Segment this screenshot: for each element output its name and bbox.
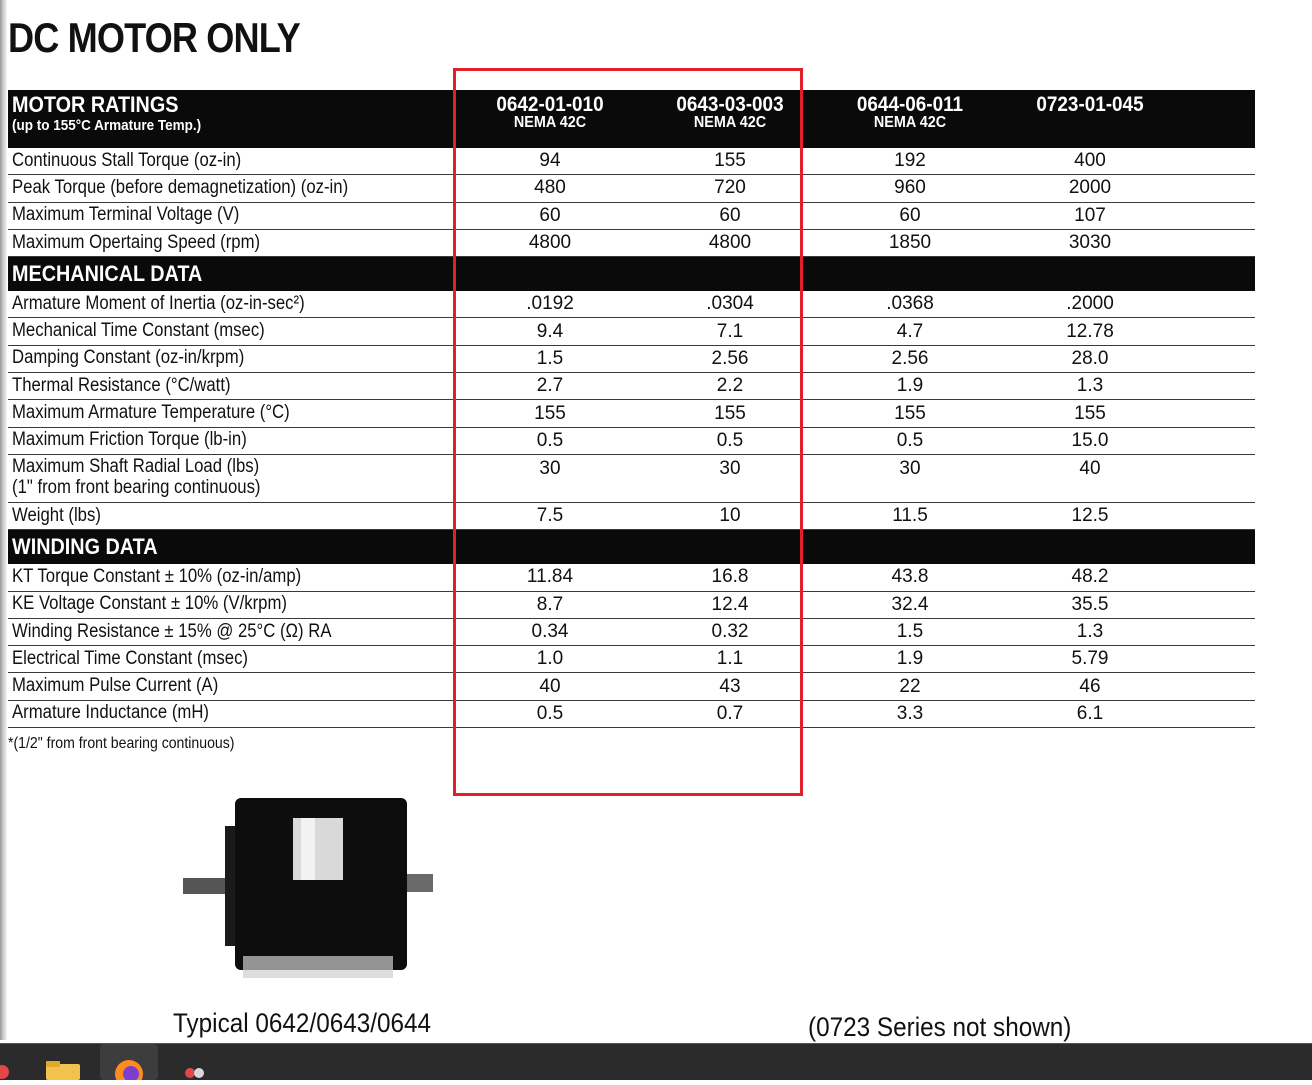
value-cell: 192: [894, 150, 926, 172]
value-cell: 1.3: [1076, 621, 1104, 642]
model-column-header: [1000, 94, 1180, 148]
winding-title: WINDING DATA: [12, 534, 158, 560]
value-cell: 48.2: [1071, 566, 1109, 588]
value-cell: 5.79: [1071, 648, 1109, 670]
value-cell: 30: [539, 457, 561, 479]
row-label: [8, 348, 460, 369]
value-cell: 1.0: [536, 648, 564, 670]
model-number: 0643-03-003: [676, 93, 784, 116]
value-cell: 1.1: [716, 648, 744, 670]
row-label: [8, 205, 460, 226]
value-cell: 9.4: [536, 320, 564, 342]
value-cell: 2000: [1068, 177, 1112, 199]
value-cell: 0.5: [536, 702, 564, 724]
value-cell: 2.56: [891, 347, 929, 369]
motor-photo: [183, 796, 433, 986]
highlight-box: [453, 68, 803, 796]
value-cell: 35.5: [1071, 593, 1109, 615]
row-label: [8, 233, 460, 254]
row-label: [8, 403, 460, 424]
page-scan-edge: [0, 0, 7, 1040]
nema-size: NEMA 42C: [513, 114, 587, 131]
row-label-text: Maximum Pulse Current (A): [12, 675, 219, 697]
value-cell: 400: [1074, 150, 1106, 172]
value-cell: .0368: [886, 293, 934, 315]
row-label-text: Electrical Time Constant (msec): [12, 647, 249, 669]
row-label-text: Maximum Friction Torque (lb-in): [12, 429, 247, 451]
value-cell: 155: [714, 150, 746, 172]
row-label: [8, 567, 460, 588]
value-cell: .2000: [1066, 293, 1114, 315]
model-column-header: [820, 94, 1000, 148]
row-label-text: Maximum Opertaing Speed (rpm): [12, 231, 261, 253]
model-number: 0723-01-045: [1036, 93, 1144, 116]
row-label: [8, 594, 460, 615]
row-label: [8, 649, 460, 670]
value-cell: 16.8: [711, 566, 749, 588]
row-label: [8, 622, 460, 643]
row-label-text: Weight (lbs): [12, 504, 101, 526]
value-cell: 960: [894, 177, 926, 199]
value-cell: .0192: [526, 293, 574, 315]
value-cell: 4800: [708, 232, 752, 254]
mechanical-title: MECHANICAL DATA: [12, 261, 203, 287]
value-cell: 155: [1074, 402, 1106, 424]
value-cell: 1.5: [536, 347, 564, 369]
ratings-header-label: [8, 94, 460, 148]
value-cell: 30: [899, 457, 921, 479]
value-cell: 7.1: [716, 320, 744, 342]
row-label-text: Maximum Terminal Voltage (V): [12, 204, 240, 226]
value-cell: 155: [714, 402, 746, 424]
value-cell: 22: [899, 675, 921, 697]
row-label: [8, 676, 460, 697]
value-cell: 11.5: [892, 505, 928, 527]
value-cell: 12.78: [1066, 320, 1114, 342]
value-cell: 94: [539, 150, 561, 172]
value-cell: 3.3: [896, 702, 924, 724]
ratings-subtitle: (up to 155°C Armature Temp.): [12, 117, 202, 134]
value-cell: 40: [539, 675, 561, 697]
row-label: [8, 457, 460, 499]
taskbar: [0, 1043, 1312, 1080]
value-cell: 46: [1079, 675, 1101, 697]
row-label: [8, 703, 460, 724]
value-cell: 15.0: [1071, 429, 1109, 451]
value-cell: 2.2: [716, 375, 744, 397]
value-cell: 1850: [888, 232, 932, 254]
value-cell: 155: [894, 402, 926, 424]
row-label: [8, 376, 460, 397]
value-cell: 10: [719, 505, 741, 527]
value-cell: 32.4: [891, 593, 929, 615]
value-cell: 43.8: [891, 566, 929, 588]
nema-size: NEMA 42C: [693, 114, 767, 131]
row-label-text: Maximum Shaft Radial Load (lbs): [12, 455, 260, 477]
value-cell: 480: [534, 177, 566, 199]
row-label-text: Winding Resistance ± 15% @ 25°C (Ω) RA: [12, 620, 332, 642]
row-label-text: KE Voltage Constant ± 10% (V/krpm): [12, 593, 287, 615]
row-label-text: Mechanical Time Constant (msec): [12, 320, 265, 342]
value-cell: 720: [714, 177, 746, 199]
value-cell: 2.7: [536, 375, 564, 397]
value-cell: 0.5: [716, 429, 744, 451]
row-label-text: Damping Constant (oz-in/krpm): [12, 347, 245, 369]
row-label-text-2: (1" from front bearing continuous): [12, 476, 261, 498]
ratings-title: MOTOR RATINGS: [12, 92, 179, 117]
value-cell: 30: [719, 457, 741, 479]
row-label-text: Peak Torque (before demagnetization) (oz-in): [12, 177, 349, 198]
value-cell: 60: [899, 204, 921, 226]
value-cell: 1.9: [896, 648, 924, 670]
value-cell: 28.0: [1071, 347, 1109, 369]
value-cell: 2.56: [711, 347, 749, 369]
row-label-text: Continuous Stall Torque (oz-in): [12, 149, 242, 171]
value-cell: 7.5: [536, 505, 564, 527]
value-cell: 6.1: [1076, 702, 1104, 724]
model-number: 0644-06-011: [856, 93, 964, 116]
row-label: [8, 506, 460, 527]
value-cell: 4.7: [896, 320, 924, 342]
value-cell: 0.7: [716, 702, 744, 724]
footnote: *(1/2" from front bearing continuous): [8, 735, 235, 752]
value-cell: 0.32: [711, 621, 749, 642]
file-explorer-icon[interactable]: [44, 1044, 84, 1080]
value-cell: .0304: [706, 293, 754, 315]
value-cell: 40: [1079, 457, 1101, 479]
row-label: [8, 178, 460, 199]
value-cell: 1.9: [896, 375, 924, 397]
value-cell: 12.4: [711, 593, 749, 615]
value-cell: 12.5: [1071, 505, 1109, 527]
page-title: DC MOTOR ONLY: [8, 14, 300, 61]
value-cell: 60: [539, 204, 561, 226]
row-label-text: KT Torque Constant ± 10% (oz-in/amp): [12, 565, 302, 587]
row-label: [8, 151, 460, 172]
value-cell: 8.7: [536, 593, 564, 615]
model-number: 0642-01-010: [496, 93, 604, 116]
xodo-icon[interactable]: [180, 1044, 210, 1080]
row-label: [8, 294, 460, 315]
value-cell: 0.5: [896, 429, 924, 451]
value-cell: 155: [534, 402, 566, 424]
row-label-text: Armature Inductance (mH): [12, 702, 209, 724]
value-cell: 1.5: [896, 621, 924, 642]
app-red-icon[interactable]: [0, 1044, 14, 1080]
series-note: (0723 Series not shown): [808, 1012, 1072, 1042]
row-label: [8, 430, 460, 451]
row-label-text: Maximum Armature Temperature (°C): [12, 402, 290, 424]
photo-caption: Typical 0642/0643/0644: [173, 1008, 432, 1038]
row-label: [8, 321, 460, 342]
value-cell: 107: [1074, 204, 1106, 226]
value-cell: 60: [719, 204, 741, 226]
value-cell: 1.3: [1076, 375, 1104, 397]
value-cell: 4800: [528, 232, 572, 254]
nema-size: NEMA 42C: [873, 114, 947, 131]
value-cell: 11.84: [526, 566, 574, 588]
row-label-text: Thermal Resistance (°C/watt): [12, 374, 231, 396]
value-cell: 0.34: [531, 621, 569, 642]
value-cell: 3030: [1068, 232, 1112, 254]
row-label-text: Armature Moment of Inertia (oz-in-sec²): [12, 292, 305, 314]
firefox-icon[interactable]: [100, 1044, 158, 1080]
value-cell: 0.5: [536, 429, 564, 451]
value-cell: 43: [719, 675, 741, 697]
